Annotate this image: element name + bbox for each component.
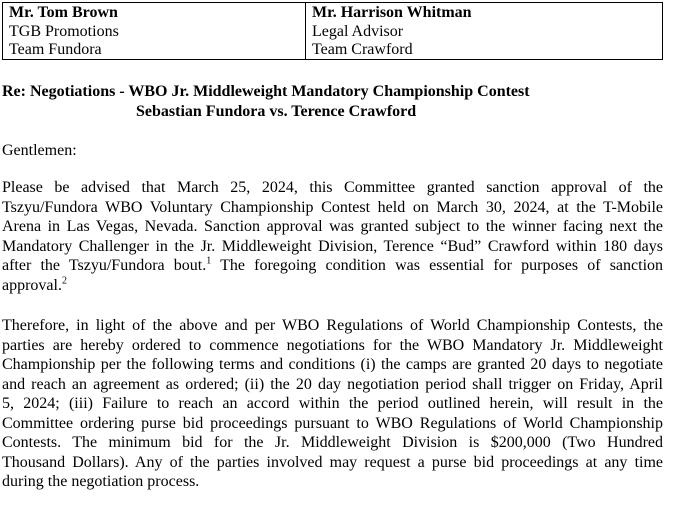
recipient-title: Legal Advisor	[312, 22, 404, 40]
recipient-team: Team Fundora	[9, 41, 102, 58]
paragraph-line: during the negotiation process.	[2, 473, 200, 490]
paragraph-line: Mandatory Challenger in the Jr. Middleweight Division, Terence “Bud” Crawford within 180 days	[2, 237, 663, 255]
paragraph-line: Therefore, in light of the above and per WBO Regulations of World Championship Contests, the	[2, 317, 663, 334]
text-fragment: after the Tszyu/Fundora bout.	[2, 257, 207, 274]
text-fragment: The foregoing condition was essential for purposes of sanction	[211, 257, 664, 274]
footnote-marker[interactable]: 2	[61, 275, 67, 287]
recipient-organization: TGB Promotions	[9, 22, 119, 40]
salutation: Gentlemen:	[2, 142, 77, 159]
subject-block	[2, 82, 530, 122]
paragraph-line: 5, 2024; (iii) Failure to reach an accord within the period outlined herein, will result in the	[2, 395, 663, 412]
subject-line: Re: Negotiations - WBO Jr. Middleweight Mandatory Championship Contest	[2, 83, 530, 100]
paragraph-line	[2, 256, 663, 276]
paragraph-line: Thousand Dollars). Any of the parties involved may request a purse bid proceedings at any time	[2, 453, 663, 471]
recipient-cell-right	[306, 3, 662, 59]
paragraph-negotiation-order	[2, 316, 663, 492]
paragraph-line: Please be advised that March 25, 2024, this Committee granted sanction approval of the	[2, 179, 663, 196]
paragraph-sanction-approval	[2, 178, 663, 295]
recipient-cell-left	[3, 3, 306, 59]
recipient-team: Team Crawford	[312, 41, 413, 58]
subject-bout-line: Sebastian Fundora vs. Terence Crawford	[136, 103, 417, 120]
paragraph-line	[2, 276, 663, 296]
text-fragment: approval.	[2, 276, 62, 294]
recipient-name: Mr. Tom Brown	[9, 4, 118, 21]
paragraph-line: Committee ordering purse bid proceedings pursuant to WBO Regulations of World Championship	[2, 414, 663, 432]
paragraph-line: and reach an agreement as ordered; (ii) the 20 day negotiation period shall trigger on Friday, April	[2, 375, 663, 393]
footnote-marker[interactable]: 1	[206, 255, 212, 267]
paragraph-line: Tszyu/Fundora WBO Voluntary Championship Contest held on March 30, 2024, at the T-Mobile	[2, 198, 663, 216]
paragraph-line: Contests. The minimum bid for the Jr. Middleweight Division is $200,000 (Two Hundred	[2, 434, 663, 451]
paragraph-line: Arena in Las Vegas, Nevada. Sanction approval was granted subject to the winner facing next the	[2, 218, 663, 235]
paragraph-line: Championship per the following terms and conditions (i) the camps are granted 20 days to negotiate	[2, 356, 663, 373]
recipient-name: Mr. Harrison Whitman	[312, 4, 472, 21]
paragraph-line: parties are hereby ordered to commence negotiations for the WBO Mandatory Jr. Middleweight	[2, 336, 663, 354]
recipients-table	[2, 2, 663, 60]
